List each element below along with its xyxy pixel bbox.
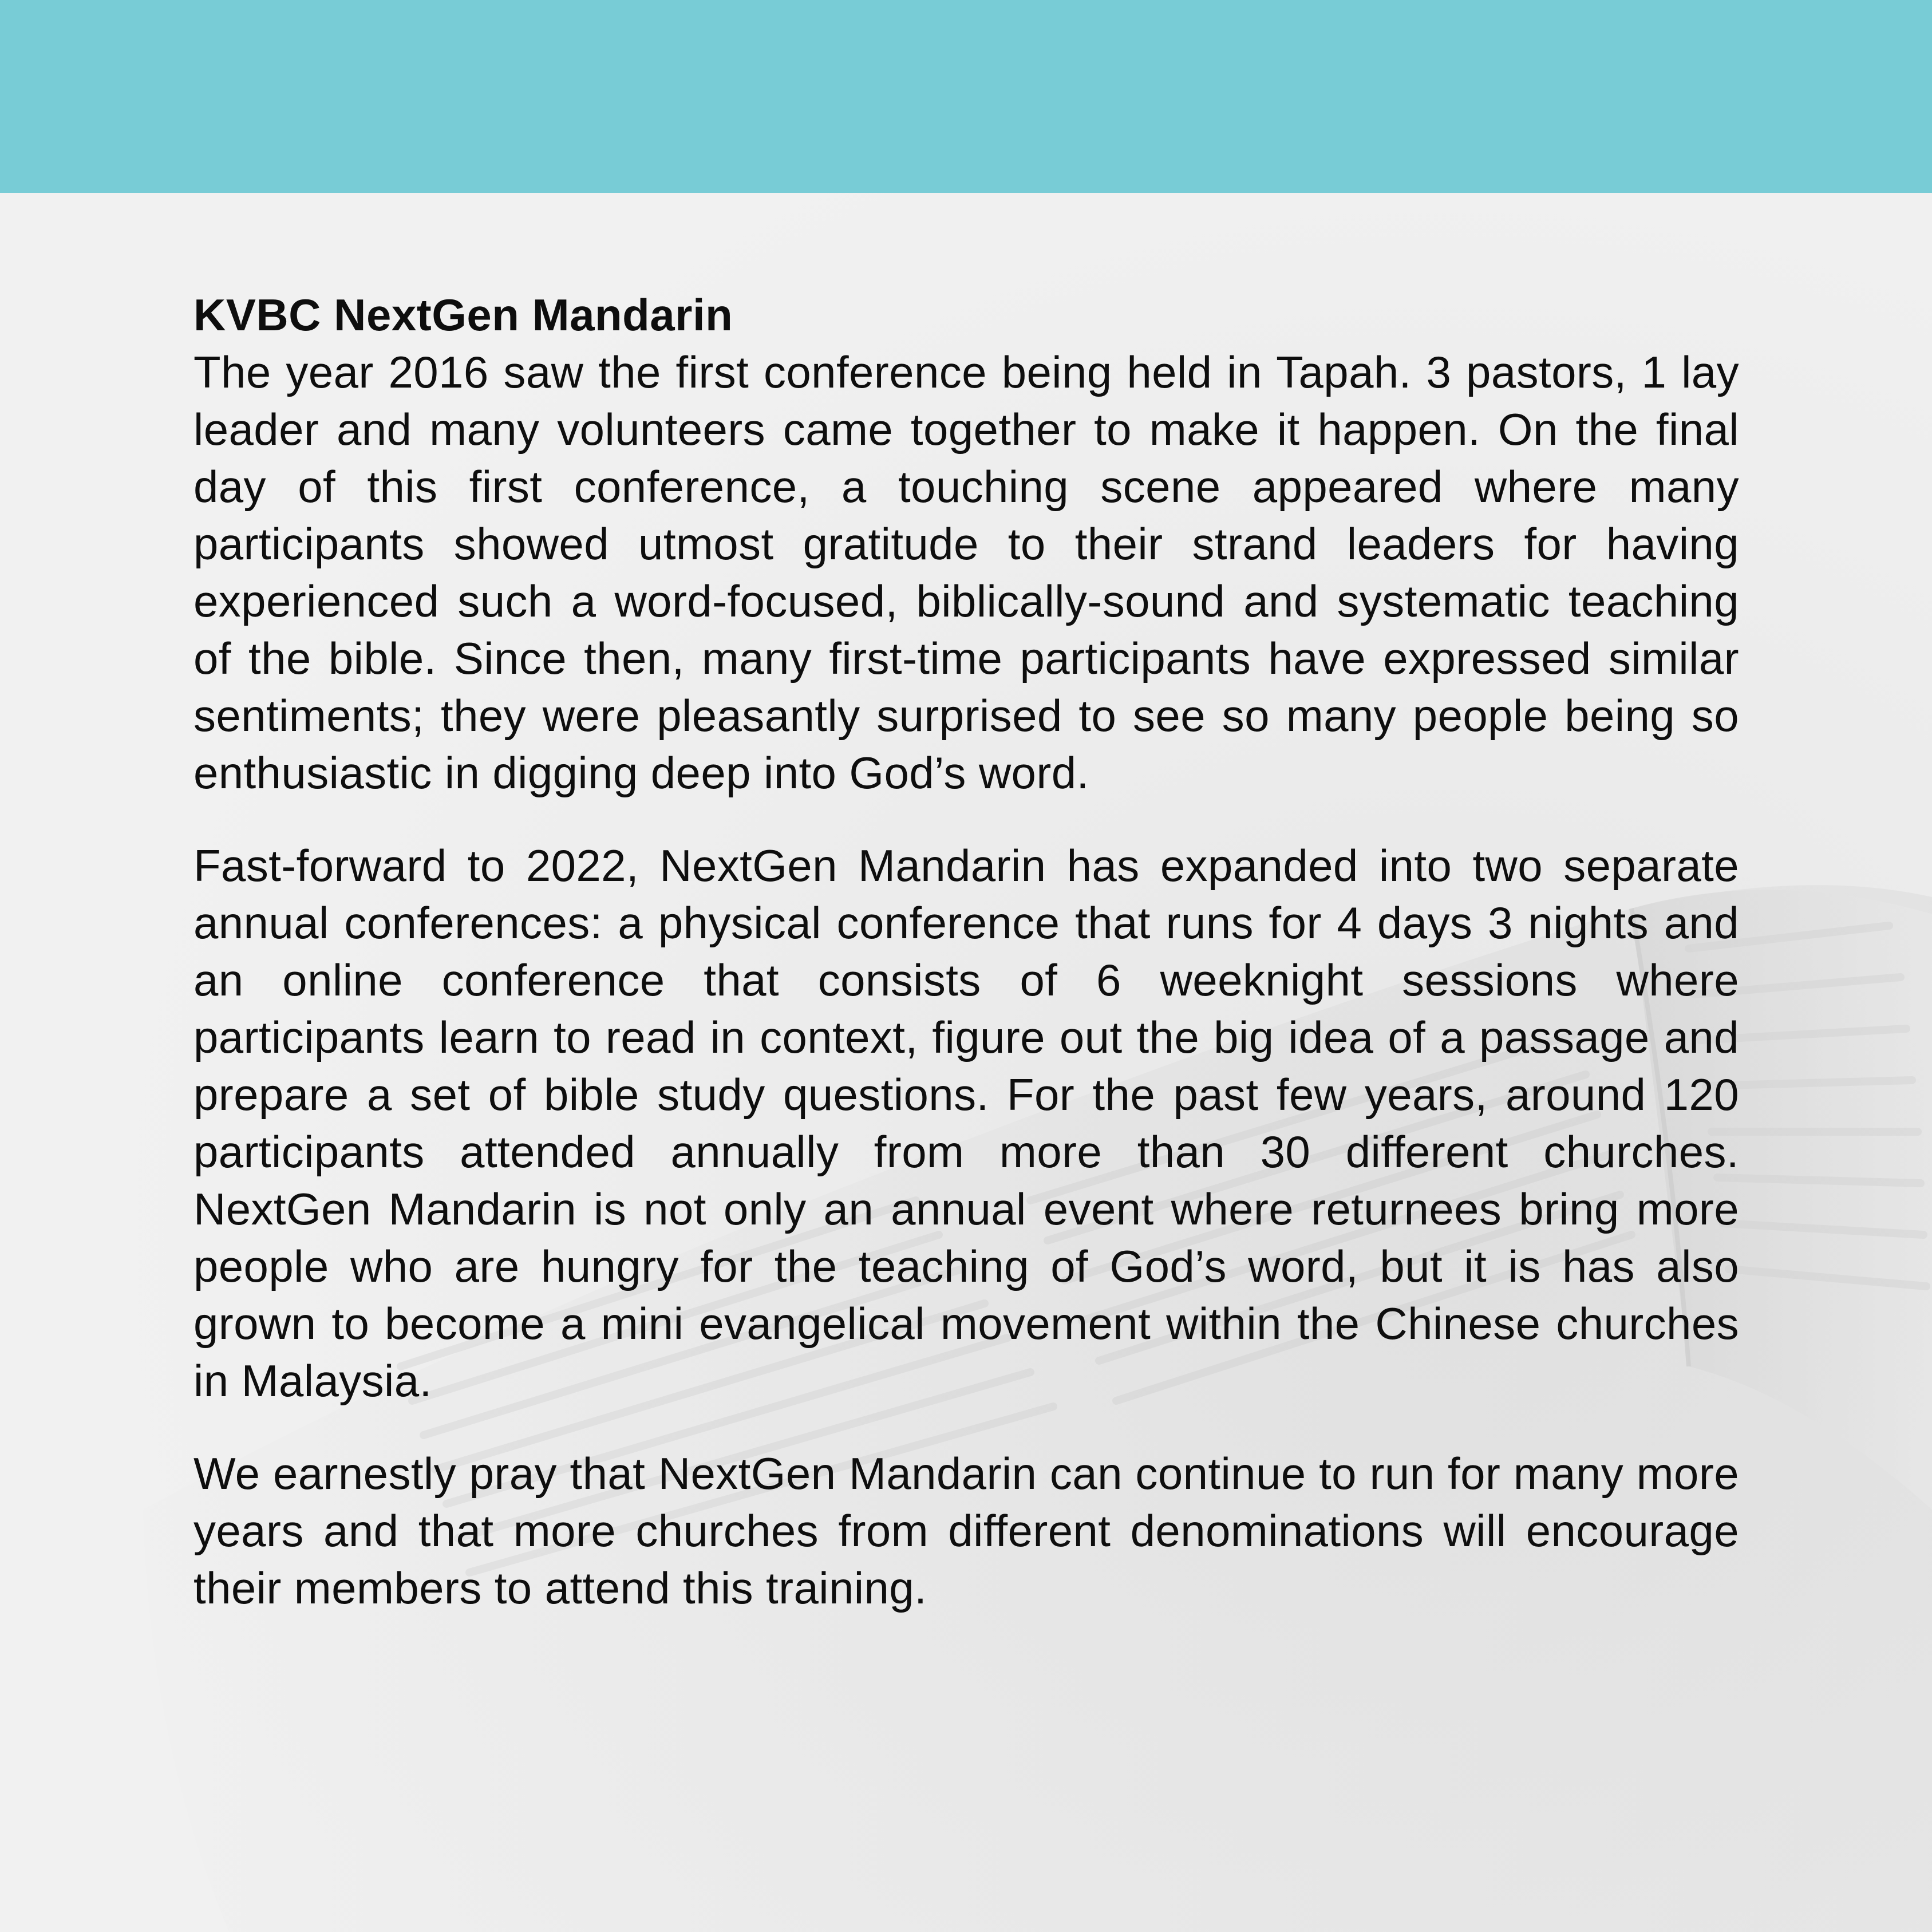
article [193, 286, 1739, 1617]
header-band [0, 0, 1932, 193]
article-paragraph: The year 2016 saw the first conference being held in Tapah. 3 pastors, 1 lay leader and many volunteers came together to make it happen. On the final day of this first conference, a touching scene appeared where many participants showed utmost gratitude to their strand leaders for having experienced such a word-focused, biblically-sound and systematic teaching of the bible. Since then, many first-time participants have expressed similar sentiments; they were pleasantly surprised to see so many people being so enthusiastic in digging deep into God’s word. [193, 347, 1739, 798]
article-paragraph: Fast-forward to 2022, NextGen Mandarin has expanded into two separate annual conferences: a physical conference that runs for 4 days 3 nights and an online conference that consists of 6 weeknight sessions where participants learn to read in context, figure out the big idea of a passage and prepare a set of bible study questions. For the past few years, around 120 participants attended annually from more than 30 different churches. NextGen Mandarin is not only an annual event where returnees bring more people who are hungry for the teaching of God’s word, but it is has also grown to become a mini evangelical movement within the Chinese churches in Malaysia. [193, 840, 1739, 1406]
article-paragraph: We earnestly pray that NextGen Mandarin can continue to run for many more years and that more churches from different denominations will encourage their members to attend this training. [193, 1448, 1739, 1613]
article-title: KVBC NextGen Mandarin [193, 290, 733, 340]
